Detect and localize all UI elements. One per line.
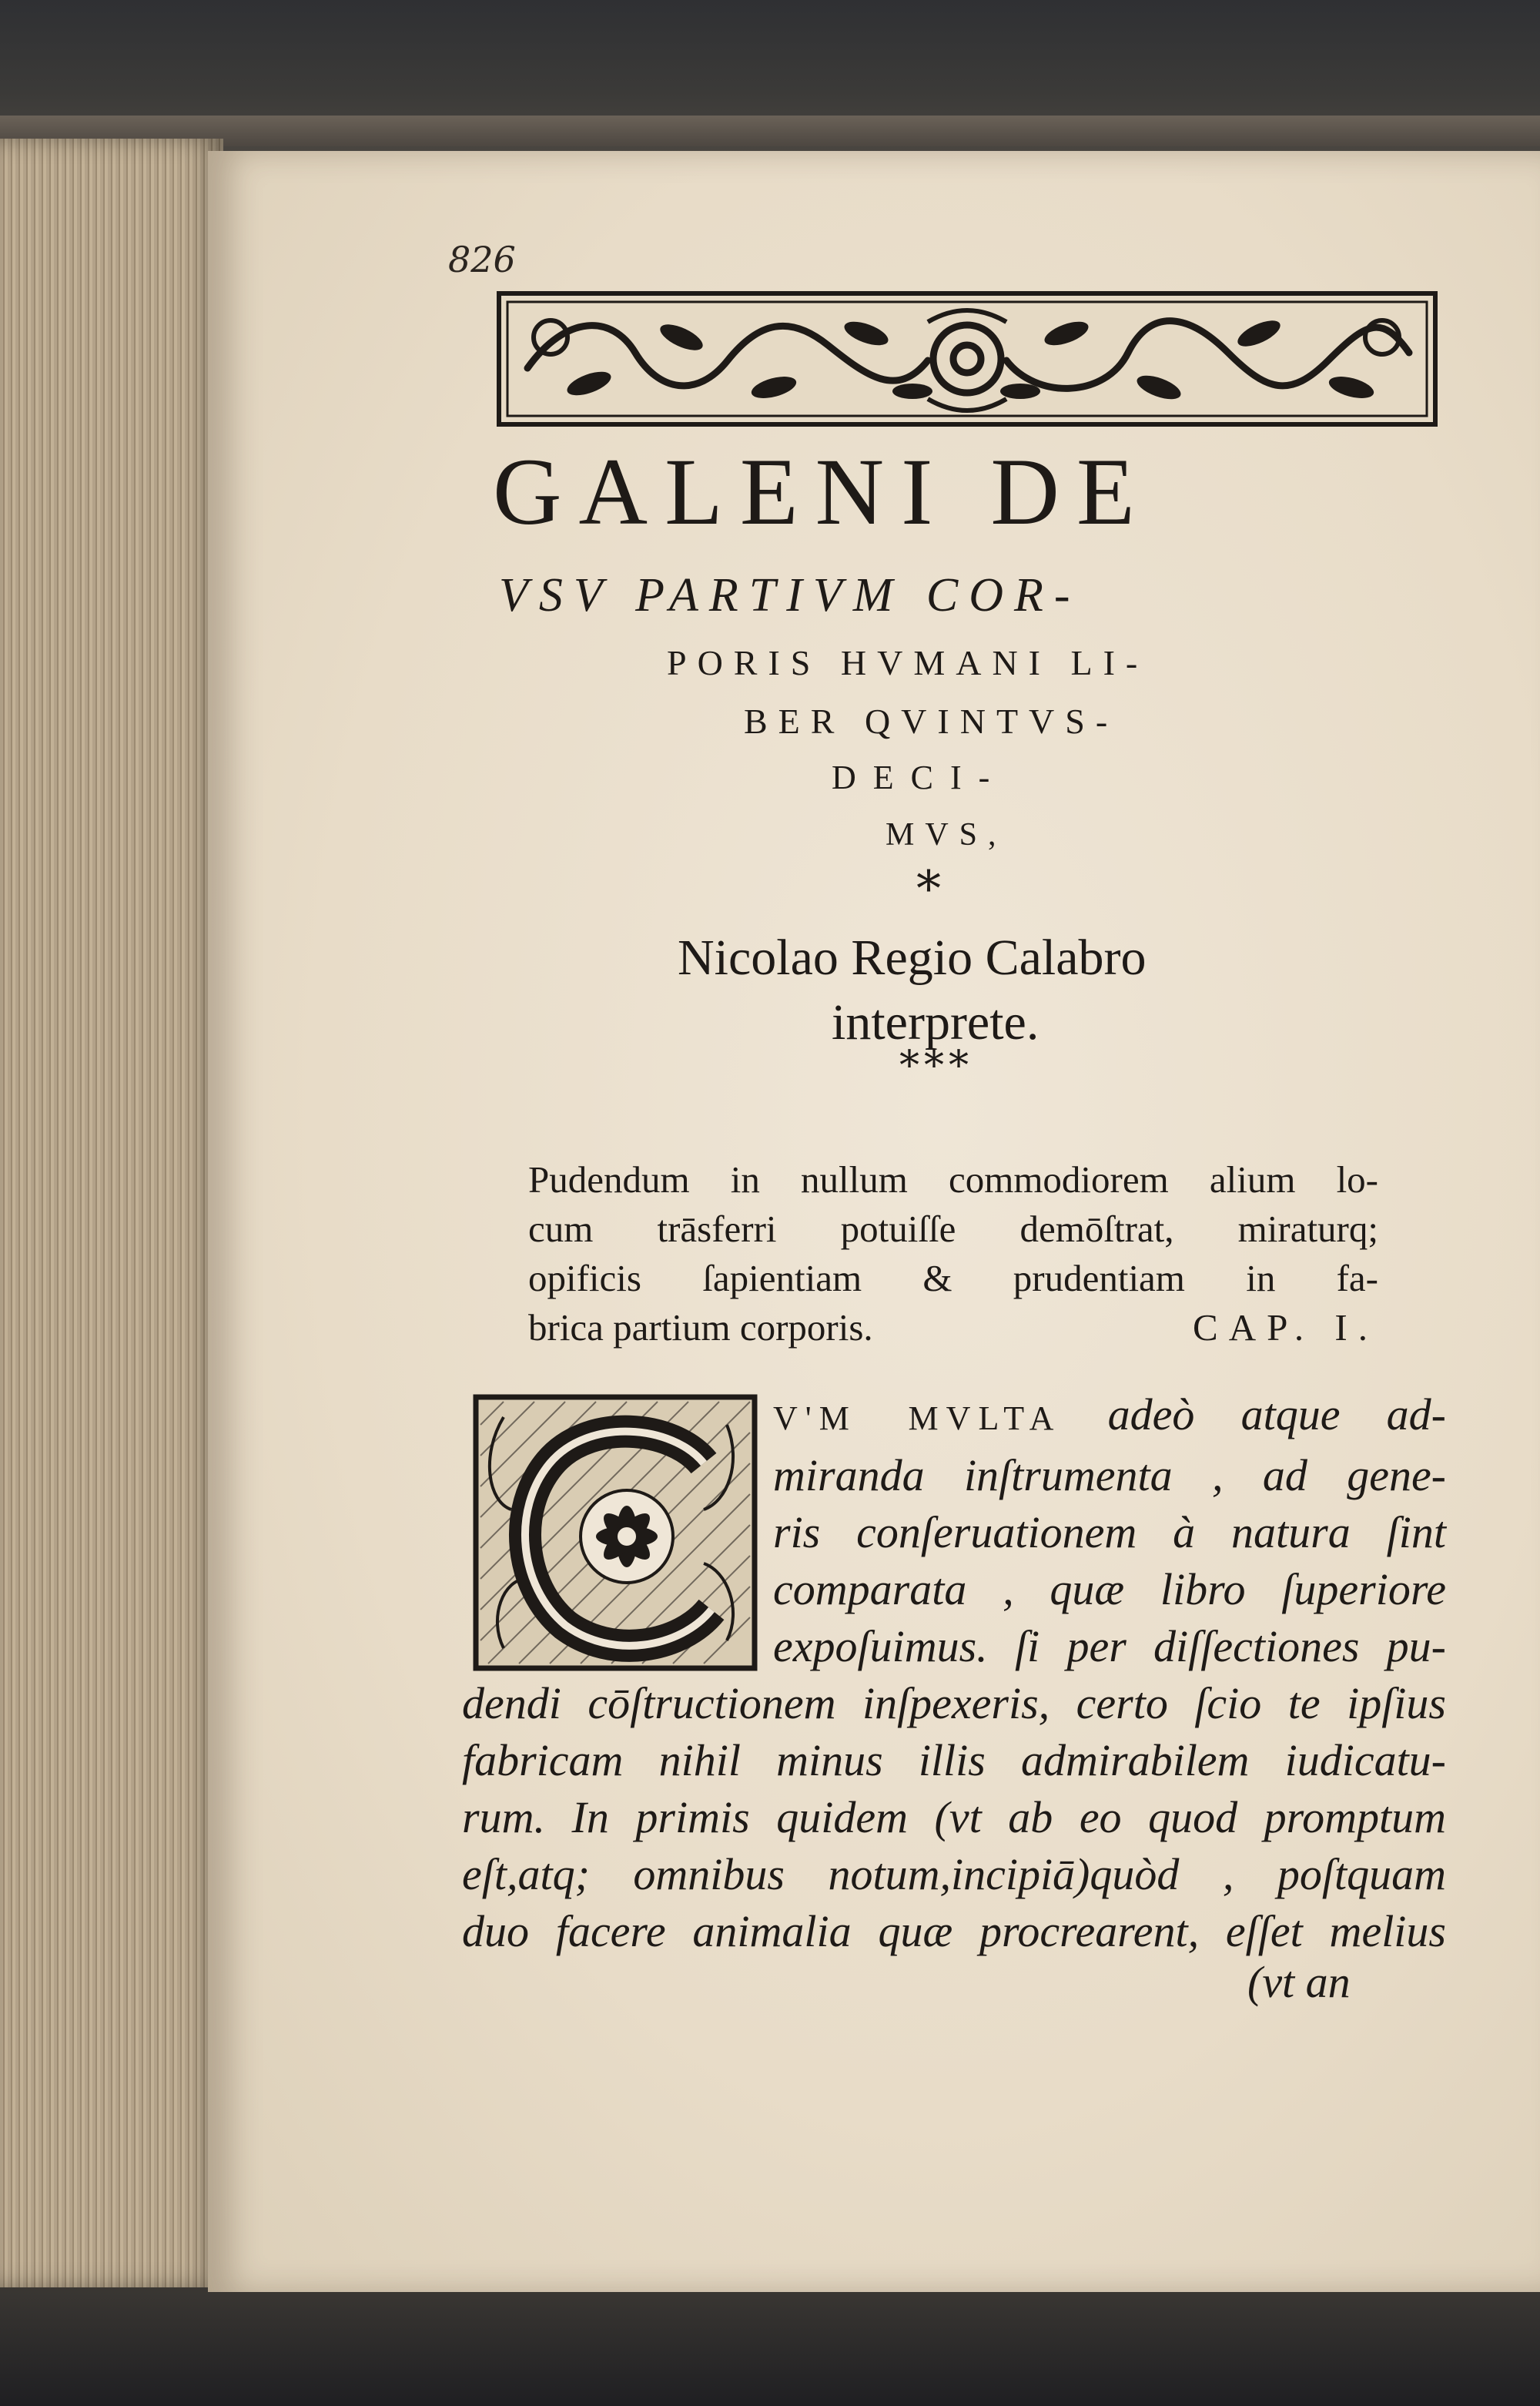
summary-line: opificis ſapientiam & prudentiam in fa- [528,1257,1378,1299]
chapter-label: CAP. I. [1193,1306,1378,1349]
body-line: comparata , quæ libro ſuperiore [773,1564,1446,1614]
page-number: 826 [448,239,516,280]
opening-caps: V'M MVLTA [773,1399,1062,1437]
summary-line: cum trāsferri potuiſſe demōſtrat, miraturq; [528,1208,1378,1250]
title-line-4: BER QVINTVS- [744,702,1119,741]
chapter-summary [528,1155,1378,1352]
asterisk-ornament: * [916,861,941,918]
book-cover-edge [0,116,1540,146]
summary-line: brica partium corporis. [528,1306,873,1349]
translator-role: interprete. [832,994,1040,1051]
body-line: rum. In primis quidem (vt ab eo quod promptum [462,1792,1446,1842]
body-line: miranda inſtrumenta , ad gene- [773,1450,1446,1500]
title-line-5: DECI- [832,759,1007,796]
body-line: eſt,atq; omnibus notum,incipiā)quòd , poſtquam [462,1849,1446,1899]
catchword: (vt an [1247,1957,1351,2007]
body-line: ris conſeruationem à natura ſint [773,1507,1446,1557]
title-line-3: PORIS HVMANI LI- [667,643,1149,682]
title-line-6: MVS, [886,817,1007,853]
asterism-ornament: *** [899,1043,973,1089]
backdrop-bottom [0,2287,1540,2406]
body-line: expoſuimus. ſi per diſſectiones pu- [773,1621,1446,1671]
page-edges [0,139,223,2287]
body-line: duo facere animalia quæ procrearent, eſſet melius [462,1906,1446,1956]
body-line: V'M MVLTA adeò atque ad- [773,1389,1446,1439]
translator-name: Nicolao Regio Calabro [678,930,1147,986]
summary-line: Pudendum in nullum commodiorem alium lo- [528,1158,1378,1201]
body-text [462,1386,1446,1960]
body-line: dendi cōſtructionem inſpexeris, certo ſcio te ipſius [462,1678,1446,1728]
title-main: GALENI DE [493,439,1152,545]
title-line-2: VSV PARTIVM COR- [499,569,1081,622]
body-line: fabricam nihil minus illis admirabilem iudicatu- [462,1735,1446,1785]
ornamental-headpiece [497,291,1438,427]
